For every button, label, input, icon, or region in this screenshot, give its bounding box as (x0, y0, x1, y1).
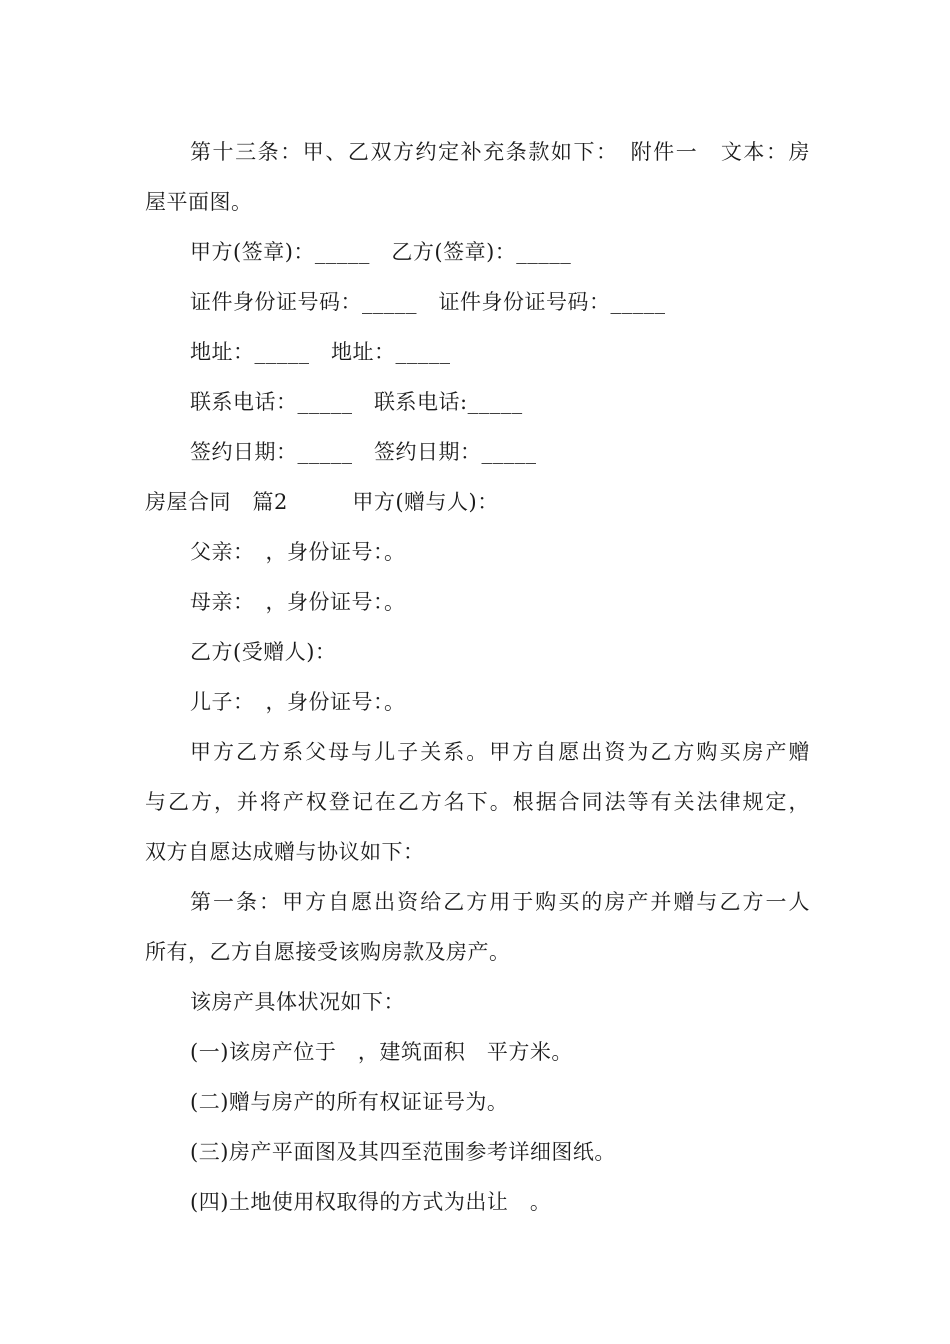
address-line: 地址：_____ 地址：_____ (190, 340, 451, 364)
article-1-line-2: 所有，乙方自愿接受该购房款及房产。 (145, 940, 511, 964)
son-line: 儿子： ，身份证号：。 (190, 690, 406, 714)
party-b-line: 乙方(受赠人)： (190, 640, 337, 664)
mother-line: 母亲： ，身份证号：。 (190, 590, 406, 614)
contract-2-heading: 房屋合同 篇2 甲方(赠与人)： (145, 490, 499, 514)
item-4-line: (四)土地使用权取得的方式为出让 。 (190, 1190, 552, 1214)
sign-date-line: 签约日期：_____ 签约日期：_____ (190, 440, 537, 464)
father-line: 父亲： ，身份证号：。 (190, 540, 406, 564)
item-1-line: (一)该房产位于 ，建筑面积 平方米。 (190, 1040, 573, 1064)
item-3-line: (三)房产平面图及其四至范围参考详细图纸。 (190, 1140, 616, 1164)
article-1-line-1: 第一条：甲方自愿出资给乙方用于购买的房产并赠与乙方一人 (190, 890, 810, 914)
phone-line: 联系电话：_____ 联系电话:_____ (190, 390, 523, 414)
id-number-line: 证件身份证号码：_____ 证件身份证号码：_____ (190, 290, 666, 314)
relationship-para-line-1: 甲方乙方系父母与儿子关系。甲方自愿出资为乙方购买房产赠 (190, 740, 810, 764)
relationship-para-line-3: 双方自愿达成赠与协议如下： (145, 840, 425, 864)
article-13-line-2: 屋平面图。 (145, 190, 253, 214)
relationship-para-line-2: 与乙方，并将产权登记在乙方名下。根据合同法等有关法律规定， (145, 790, 810, 814)
signature-line: 甲方(签章)：_____ 乙方(签章)：_____ (190, 240, 572, 264)
article-13-line-1: 第十三条：甲、乙双方约定补充条款如下： 附件一 文本：房 (190, 140, 810, 164)
item-2-line: (二)赠与房产的所有权证证号为。 (190, 1090, 509, 1114)
property-status-line: 该房产具体状况如下： (190, 990, 405, 1014)
